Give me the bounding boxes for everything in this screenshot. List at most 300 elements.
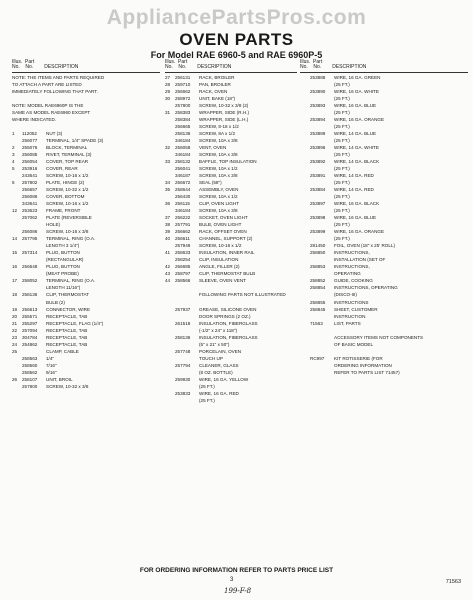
- illus-number: [300, 109, 310, 116]
- illus-number: [165, 313, 175, 320]
- part-number: 255076: [22, 145, 38, 151]
- illus-number: [300, 299, 310, 306]
- part-number: 258566: [175, 278, 191, 284]
- part-description: RACK, OVEN: [199, 89, 228, 95]
- part-row: [300, 355, 468, 362]
- part-description: SHEET, CUSTOMER: [334, 306, 378, 312]
- part-row: [300, 277, 468, 284]
- part-row: [12, 193, 160, 200]
- part-row: [165, 165, 297, 172]
- part-row: [300, 299, 468, 306]
- part-row: [165, 249, 297, 256]
- part-row: [165, 334, 297, 341]
- part-description: RACK, OFFSET OVEN: [199, 229, 247, 235]
- part-row: [165, 256, 297, 263]
- illus-number: 14: [12, 236, 18, 242]
- part-number: [310, 165, 334, 172]
- part-row: [300, 249, 468, 256]
- part-number: 258797: [175, 271, 191, 277]
- part-row: [165, 383, 297, 390]
- illus-number: [165, 130, 175, 137]
- part-row: [12, 313, 160, 320]
- part-row: [300, 158, 468, 165]
- part-number: [310, 151, 334, 158]
- illus-number: [165, 123, 175, 130]
- part-row: [300, 81, 468, 88]
- part-number: [310, 95, 334, 102]
- illus-number: 27: [165, 75, 171, 80]
- part-row: [300, 137, 468, 144]
- part-number: 258136: [175, 334, 191, 340]
- illus-number: [165, 334, 175, 341]
- part-row: [12, 327, 160, 334]
- part-row: [300, 207, 468, 214]
- part-row: [165, 193, 297, 200]
- parts-list: [12, 130, 160, 390]
- header-rule: [300, 72, 468, 73]
- part-number: 253892: [310, 159, 326, 165]
- part-description: BULB, OVEN LIGHT: [199, 222, 242, 228]
- part-description: (RECTANGULAR): [46, 257, 84, 263]
- illus-number: 15: [12, 250, 18, 256]
- part-number: 281450: [310, 243, 326, 249]
- part-number: 258562: [22, 369, 38, 375]
- part-description: CLIP, THERMOSTAT BULB: [199, 271, 256, 277]
- part-row: [165, 221, 297, 228]
- part-row: [12, 355, 160, 362]
- illus-number: [165, 165, 175, 172]
- part-description: INSTRUCTIONS,: [334, 250, 370, 256]
- part-row: [12, 369, 160, 376]
- part-row: [12, 242, 160, 249]
- part-row: [165, 116, 297, 123]
- part-description: SCREW, 10-32 x 3/8 (2): [199, 103, 249, 109]
- part-description: SCREW, 10A x 3/8: [199, 208, 238, 214]
- part-number: 258644: [175, 187, 191, 193]
- illus-number: [165, 397, 175, 404]
- part-row: [300, 334, 468, 341]
- note-line: [12, 123, 160, 130]
- part-number: 256665: [175, 124, 191, 130]
- part-number: 257794: [175, 362, 191, 368]
- part-number: 255571: [22, 313, 38, 319]
- part-description: WIRE, 16 GA. RED: [199, 390, 239, 396]
- part-row: [300, 109, 468, 116]
- part-description: INSTRUCTIONS, OPERATING: [334, 285, 398, 291]
- part-row: [300, 362, 468, 369]
- part-description: (25 FT.): [334, 82, 350, 88]
- part-description: SCREW, 10A x 1/2: [199, 194, 238, 200]
- part-number: [310, 179, 334, 186]
- part-number: [310, 369, 334, 376]
- part-row: [12, 383, 160, 390]
- part-number: 256657: [22, 187, 38, 193]
- illus-number: [300, 334, 310, 341]
- part-description: GREASE, SILICONE OVEN: [199, 306, 257, 312]
- part-number: [22, 299, 46, 306]
- illus-number: [300, 130, 310, 137]
- parts-column-3: [300, 60, 468, 376]
- part-row: [165, 228, 297, 235]
- part-description: RECEPTACLE, TAB: [46, 327, 88, 333]
- part-number: [22, 348, 46, 355]
- illus-number: [300, 116, 310, 123]
- illus-number: 42: [165, 264, 171, 270]
- illus-number: [12, 200, 22, 207]
- part-row: [165, 207, 297, 214]
- part-row: [12, 284, 160, 291]
- part-description: SCREW, 10-32 x 1/2: [46, 187, 89, 193]
- illus-number: 6: [12, 180, 15, 186]
- part-number: 258136: [22, 292, 38, 298]
- illus-number: [300, 362, 310, 369]
- illus-number: [300, 277, 310, 284]
- part-description: COVER, BOTTOM: [46, 194, 85, 200]
- illus-number: [300, 263, 310, 270]
- part-description: TERMINAL, RING (O.A.: [46, 278, 96, 284]
- part-description: RECEPTACLE, TAB: [46, 341, 88, 347]
- part-row: [12, 277, 160, 284]
- part-description: SCREW, 10-16 x 3/8: [46, 229, 89, 235]
- part-description: CLIP, INSULATION: [199, 257, 239, 263]
- illus-number: 28: [165, 82, 171, 88]
- part-number: [22, 221, 46, 228]
- part-number: [175, 369, 199, 376]
- part-number: [175, 383, 199, 390]
- part-number: [310, 327, 334, 334]
- part-number: 253894: [310, 117, 326, 123]
- part-row: [300, 221, 468, 228]
- part-description: PLUG, BUTTON: [46, 250, 80, 256]
- part-number: [22, 270, 46, 277]
- part-description: CLEANER, GLASS: [199, 362, 239, 368]
- illus-number: [12, 369, 22, 376]
- part-number: 256086: [22, 229, 38, 235]
- part-description: INSTRUCTIONS: [334, 299, 369, 305]
- part-description: (-1/2" x 24" x 118"): [199, 327, 237, 333]
- illus-number: [300, 144, 310, 151]
- part-number: [310, 137, 334, 144]
- part-description: WIRE, 14 GA. RED: [334, 173, 374, 179]
- part-number: [310, 123, 334, 130]
- illus-number: 24: [12, 341, 18, 347]
- part-row: [300, 256, 468, 263]
- part-description: (25 FT.): [199, 397, 215, 403]
- part-row: [12, 172, 160, 179]
- illus-number: [300, 313, 310, 320]
- illus-number: [300, 193, 310, 200]
- part-row: [165, 263, 297, 270]
- part-row: [12, 151, 160, 158]
- part-number: 257094: [22, 327, 38, 333]
- part-description: SCREW, 10A x 3/8: [199, 173, 238, 179]
- part-row: [165, 88, 297, 95]
- part-number: 256086: [22, 194, 38, 200]
- illus-number: [12, 383, 22, 390]
- illus-number: 20: [12, 313, 18, 319]
- part-number: [310, 109, 334, 116]
- part-row: [300, 291, 468, 298]
- part-number: [22, 284, 46, 291]
- part-number: 257748: [175, 348, 191, 354]
- part-description: INSULATION, FIBERGLASS: [199, 320, 258, 326]
- part-row: [300, 214, 468, 221]
- part-row: [165, 327, 297, 334]
- part-number: [175, 299, 199, 306]
- part-row: [165, 186, 297, 193]
- part-row: [300, 123, 468, 130]
- part-row: [300, 235, 468, 242]
- part-description: FOIL, OVEN (18" x 25' ROLL): [334, 243, 395, 249]
- illus-number: [165, 348, 175, 355]
- part-number: RC997: [310, 355, 325, 361]
- part-number: 343641: [22, 201, 38, 207]
- illus-number: [165, 116, 175, 123]
- part-number: 256131: [175, 75, 191, 80]
- part-number: 71563: [310, 320, 323, 326]
- part-description: COVER, REAR: [46, 166, 78, 172]
- part-number: [22, 242, 46, 249]
- illus-number: 44: [165, 278, 171, 284]
- illus-number: 34: [165, 180, 171, 186]
- illus-number: [12, 256, 22, 263]
- part-number: 256662: [175, 229, 191, 235]
- part-description: 9/16": [46, 369, 57, 375]
- illus-number: 21: [12, 320, 18, 326]
- part-number: [310, 256, 334, 263]
- part-row: [300, 313, 468, 320]
- column-header: Illus. Part No. No. DESCRIPTION: [12, 59, 79, 71]
- part-number: 257949: [175, 243, 191, 249]
- illus-number: 31: [165, 110, 171, 116]
- illus-number: 35: [165, 187, 171, 193]
- part-row: [165, 355, 297, 362]
- part-row: [300, 130, 468, 137]
- illus-number: [300, 242, 310, 249]
- illus-number: [300, 348, 310, 355]
- part-description: WIRE, 14 GA. BLACK: [334, 159, 380, 165]
- document-code: 71563: [445, 579, 461, 585]
- part-number: [175, 355, 199, 362]
- part-description: ACCESSORY ITEMS NOT COMPONENTS: [334, 334, 424, 340]
- illus-number: [165, 242, 175, 249]
- illus-number: [300, 102, 310, 109]
- part-description: SCREW, 10-32 x 3/8: [46, 383, 89, 389]
- part-row: [165, 235, 297, 242]
- page-number: 3: [230, 577, 234, 583]
- illus-number: [165, 207, 175, 214]
- illus-number: 36: [165, 201, 171, 207]
- part-description: REFER TO PARTS LIST 71457): [334, 369, 400, 375]
- part-number: [310, 193, 334, 200]
- part-row: [165, 299, 297, 306]
- illus-number: [12, 242, 22, 249]
- part-row: [300, 284, 468, 291]
- part-description: PLUG, BUTTON: [46, 264, 80, 270]
- part-number: 255297: [22, 320, 38, 326]
- part-number: [310, 291, 334, 298]
- part-description: INSTRUCTION: [334, 313, 366, 319]
- part-row: [12, 200, 160, 207]
- part-number: 253891: [310, 173, 326, 179]
- part-row: [165, 130, 297, 137]
- part-number: 346184: [175, 208, 191, 214]
- part-description: (25 FT.): [334, 236, 350, 242]
- part-number: [175, 313, 199, 320]
- illus-number: 26: [12, 376, 18, 382]
- part-number: 258383: [175, 110, 191, 116]
- part-number: 258854: [310, 285, 326, 291]
- part-number: 257062: [22, 215, 38, 221]
- illus-number: 5: [12, 166, 15, 172]
- note-line: WHERE INDICATED.: [12, 117, 57, 123]
- part-description: ASSEMBLY, OVEN: [199, 187, 239, 193]
- part-description: UNIT, BAKE (18"): [199, 96, 236, 102]
- part-number: 258254: [175, 257, 191, 263]
- part-row: [12, 249, 160, 256]
- part-description: WIRE, 16 GA. ORANGE: [334, 117, 385, 123]
- part-description: OF BASIC MODEL: [334, 341, 374, 347]
- illus-number: [12, 228, 22, 235]
- illus-number: [12, 172, 22, 179]
- part-description: (25 FT.): [334, 222, 350, 228]
- part-description: KIT ROTISSERIE (FOR: [334, 355, 383, 361]
- part-description: CHANNEL, SUPPORT (2): [199, 236, 253, 242]
- part-row: [300, 242, 468, 249]
- part-row: [12, 179, 160, 186]
- part-number: [310, 348, 334, 355]
- note-line: SAME AS MODEL RAE6960 EXCEPT: [12, 110, 91, 116]
- illus-number: 30: [165, 96, 171, 102]
- illus-number: [300, 158, 310, 165]
- header-rule: [165, 72, 297, 73]
- note-line: NOTE: MODEL RAE6960P IS THE: [12, 103, 84, 109]
- part-description: [199, 284, 297, 291]
- part-row: [300, 172, 468, 179]
- part-number: 304784: [22, 334, 38, 340]
- part-row: [165, 306, 297, 313]
- part-number: 346184: [175, 152, 191, 158]
- illus-number: [300, 137, 310, 144]
- part-number: 256611: [175, 236, 190, 242]
- part-number: 253889: [310, 131, 326, 137]
- illus-number: 17: [12, 278, 18, 284]
- part-number: 257314: [22, 250, 38, 256]
- part-number: [175, 284, 199, 291]
- part-row: [12, 137, 160, 144]
- part-description: WIRE, 16 GA. BLUE: [334, 215, 377, 221]
- illus-number: [300, 235, 310, 242]
- part-description: LENGTH 11/16"): [46, 285, 81, 291]
- illus-number: [165, 299, 175, 306]
- illus-number: [12, 186, 22, 193]
- part-number: [310, 207, 334, 214]
- part-description: INSULATION, INNER RAIL: [199, 250, 255, 256]
- parts-list: [300, 74, 468, 376]
- part-row: [12, 221, 160, 228]
- part-description: BAFFLE, TOP INSULATION: [199, 159, 257, 165]
- part-number: 258845: [310, 306, 326, 312]
- illus-number: [165, 327, 175, 334]
- part-description: WIRE, 16 GA. YELLOW: [199, 376, 249, 382]
- part-description: SCREW, 8A x 1/2: [199, 131, 235, 137]
- part-row: [12, 348, 160, 355]
- illus-number: [12, 299, 22, 306]
- illus-number: [300, 81, 310, 88]
- illus-number: [300, 284, 310, 291]
- illus-number: [165, 102, 175, 109]
- part-number: 253890: [310, 89, 326, 95]
- illus-number: [12, 221, 22, 228]
- part-row: [165, 74, 297, 81]
- illus-number: [165, 369, 175, 376]
- part-row: [300, 144, 468, 151]
- part-number: 253888: [310, 75, 326, 80]
- part-description: INSTALLATION (SET OF: [334, 257, 386, 263]
- ordering-footer: FOR ORDERING INFORMATION REFER TO PARTS PRICE LIST: [139, 567, 334, 574]
- part-number: 256685: [175, 264, 191, 270]
- part-number: 257937: [175, 306, 191, 312]
- part-description: ORDERING INFORMATION: [334, 362, 392, 368]
- part-row: [12, 207, 160, 214]
- note-line: TO ATTACH A PART ARE LISTED: [12, 82, 82, 88]
- part-description: 1/4": [46, 355, 55, 361]
- part-row: [300, 320, 468, 327]
- part-row: [165, 179, 297, 186]
- part-row: [165, 397, 297, 404]
- part-number: 258972: [175, 96, 191, 102]
- illus-number: [300, 306, 310, 313]
- part-description: HOLE): [46, 222, 61, 228]
- part-row: [165, 362, 297, 369]
- part-row: [12, 256, 160, 263]
- illus-number: [165, 172, 175, 179]
- part-description: PAN, BROILER: [199, 82, 231, 88]
- part-row: [12, 341, 160, 348]
- part-description: WIRE, 16 GA. WHITE: [334, 89, 379, 95]
- illus-number: [300, 207, 310, 214]
- part-row: [300, 369, 468, 376]
- part-description: WIRE, 14 GA. BLUE: [334, 131, 377, 137]
- part-description: FRAME, FRONT: [46, 208, 81, 214]
- part-row: [300, 165, 468, 172]
- page-subtitle: For Model RAE 6960-5 and RAE 6960P-5: [150, 50, 323, 60]
- illus-number: [165, 383, 175, 390]
- part-description: WIRE, 16 GA. BLACK: [334, 201, 380, 207]
- part-number: [22, 256, 46, 263]
- part-description: SCREW, 10A x 3/8: [199, 138, 238, 144]
- part-number: 258563: [22, 355, 38, 361]
- part-description: WIRE, 14 GA. WHITE: [334, 145, 379, 151]
- part-description: OPERATING: [334, 271, 361, 277]
- part-row: [165, 214, 297, 221]
- part-number: [175, 327, 199, 334]
- illus-number: [165, 355, 175, 362]
- part-row: [300, 193, 468, 200]
- part-number: 112052: [22, 131, 37, 137]
- part-row: [12, 299, 160, 306]
- illus-number: 37: [165, 215, 171, 221]
- illus-number: [165, 284, 175, 291]
- part-row: [300, 263, 468, 270]
- part-number: [310, 313, 334, 320]
- part-number: 258850: [310, 250, 326, 256]
- illus-number: 1: [12, 131, 15, 137]
- part-description: GUIDE, COOKING: [334, 278, 373, 284]
- illus-number: [165, 390, 175, 397]
- part-number: 256041: [175, 166, 191, 172]
- illus-number: [12, 270, 22, 277]
